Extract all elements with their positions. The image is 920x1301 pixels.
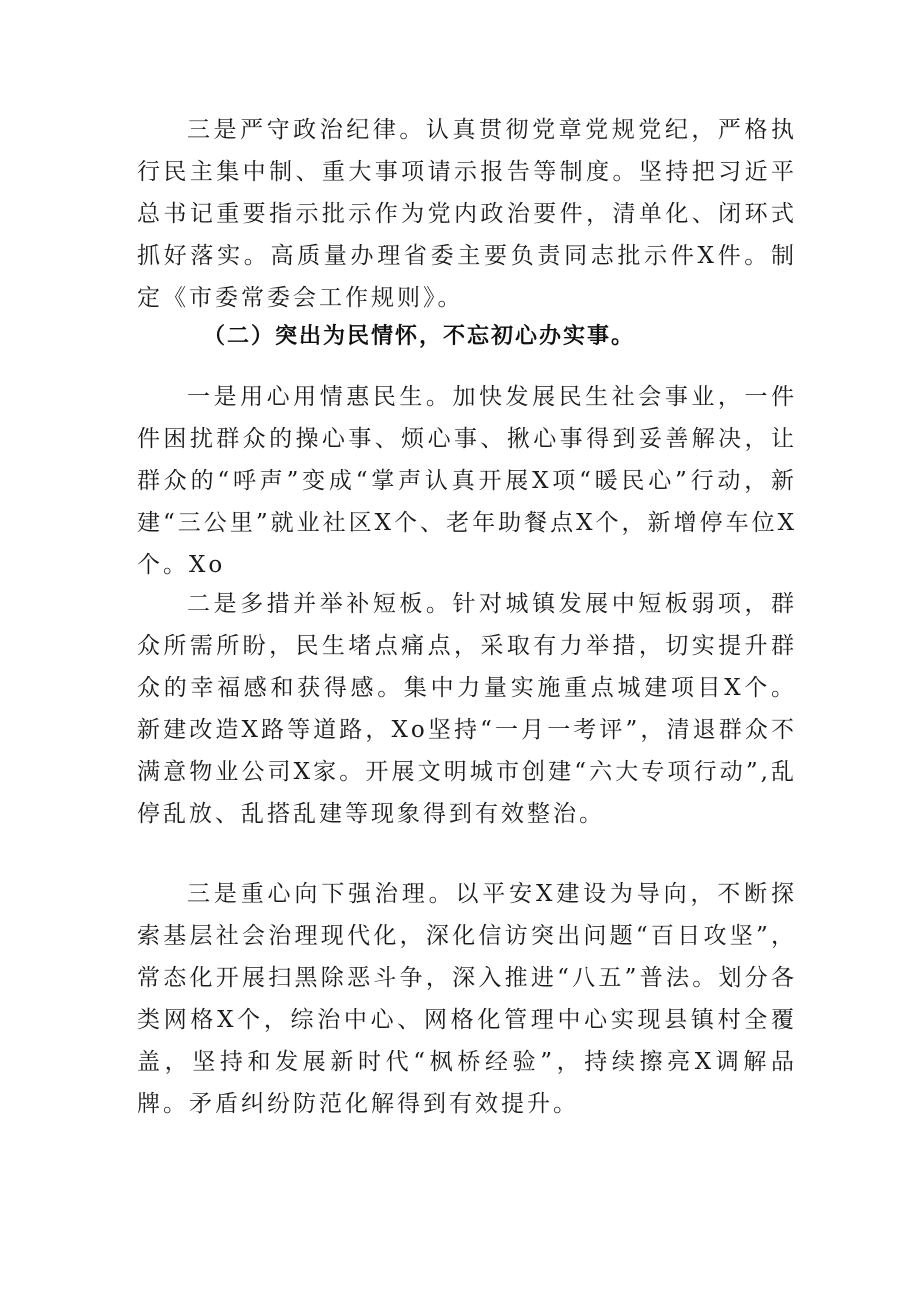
paragraph-governance: 三是重心向下强治理。以平安X建设为导向，不断探索基层社会治理现代化，深化信访突出问题“百日攻坚”，常态化开展扫黑除恶斗争，深入推进“八五”普法。划分各类网格X个，综治中心、网格化管理中心实现县镇村全覆盖，坚持和发展新时代“枫桥经验”，持续擦亮X调解品牌。矛盾纠纷防范化解得到有效提升。 bbox=[137, 881, 797, 1117]
section-heading-people-first: （二）突出为民情怀，不忘初心办实事。 bbox=[203, 324, 636, 349]
paragraph-shortcomings: 二是多措并举补短板。针对城镇发展中短板弱项，群众所需所盼，民生堵点痛点，采取有力举措，切实提升群众的幸福感和获得感。集中力量实施重点城建项目X个。新建改造X路等道路，Xo坚持“一月一考评”，清退群众不满意物业公司X家。开展文明城市创建“六大专项行动”,乱停乱放、乱搭乱建等现象得到有效整治。 bbox=[137, 591, 797, 827]
paragraph-political-discipline: 三是严守政治纪律。认真贯彻党章党规党纪，严格执行民主集中制、重大事项请示报告等制度。坚持把习近平总书记重要指示批示作为党内政治要件，清单化、闭环式抓好落实。高质量办理省委主要负责同志批示件X件。制定《市委常委会工作规则》。 bbox=[137, 117, 797, 311]
paragraph-livelihood: 一是用心用情惠民生。加快发展民生社会事业，一件件困扰群众的操心事、烦心事、揪心事得到妥善解决，让群众的“呼声”变成“掌声认真开展X项“暖民心”行动，新建“三公里”就业社区X个、老年助餐点X个，新增停车位X个。Xo bbox=[137, 384, 797, 578]
